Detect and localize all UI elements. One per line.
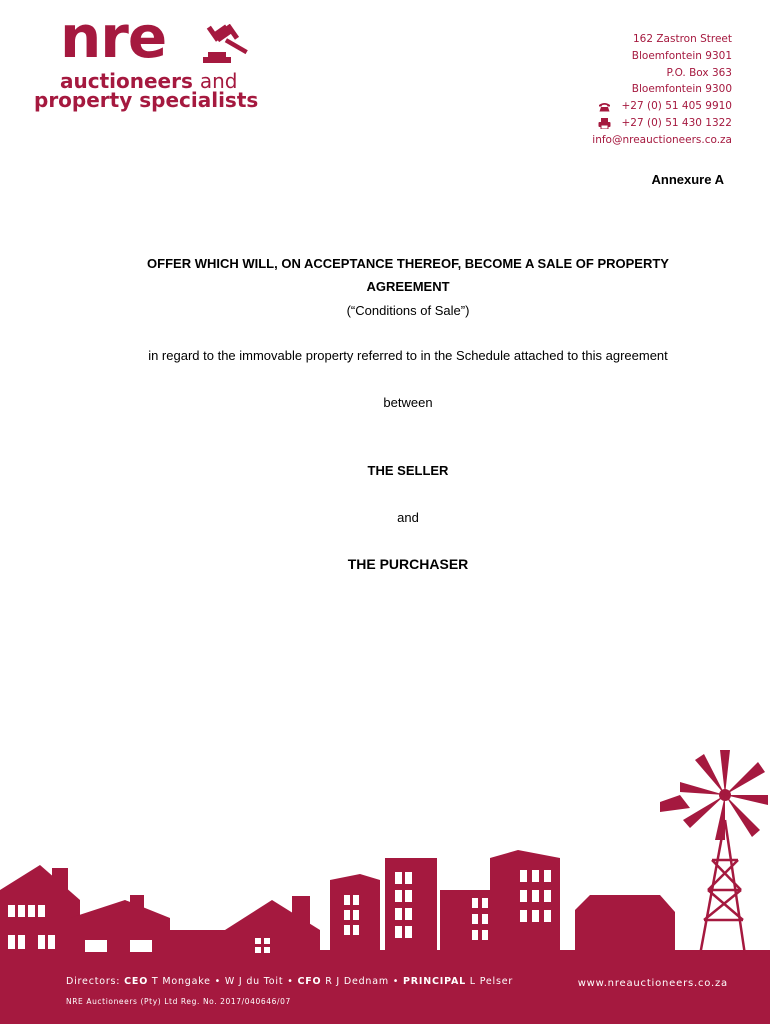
contact-po-city [592, 81, 732, 98]
cfo-label: CFO [297, 976, 322, 987]
party-purchaser: THE PURCHASER [347, 556, 469, 572]
contact-phone [592, 98, 732, 115]
po-box-text: P.O. Box 363 [666, 66, 732, 79]
email-link[interactable]: info@nreauctioneers.co.za [592, 133, 732, 146]
po-city-text: Bloemfontein 9300 [631, 83, 732, 96]
party-seller: THE SELLER [367, 463, 449, 478]
fax-text: +27 (0) 51 430 1322 [621, 116, 732, 129]
separator-bullet: • [392, 976, 400, 987]
principal-name: L Pelser [469, 976, 514, 987]
footer-directors [66, 976, 513, 987]
logo-auctioneers-text: auctioneers [60, 69, 193, 93]
principal-label: PRINCIPAL [403, 976, 466, 987]
phone-text: +27 (0) 51 405 9910 [621, 100, 732, 113]
windmill-icon [700, 820, 745, 955]
contact-fax [592, 115, 732, 132]
contact-email[interactable] [592, 132, 732, 149]
logo-and-text: and [199, 69, 238, 93]
logo-tagline-2: property specialists [34, 88, 259, 112]
street-text: 162 Zastron Street [632, 33, 732, 45]
document-subtitle: (“Conditions of Sale”) [346, 303, 470, 318]
director-name: W J du Toit [224, 976, 284, 987]
ceo-name: T Mongake [151, 976, 211, 987]
contact-block [592, 31, 732, 149]
document-title-line-1: OFFER WHICH WILL, ON ACCEPTANCE THEREOF, BECOME A SALE OF PROPERTY [147, 256, 669, 271]
logo-wordmark: nre [60, 3, 167, 71]
annexure-label: Annexure A [651, 172, 724, 187]
contact-po-box [592, 65, 732, 82]
gavel-icon [200, 24, 250, 66]
footer-registration: NRE Auctioneers (Pty) Ltd Reg. No. 2017/040646/07 [66, 997, 291, 1006]
document-and-text: and [397, 510, 419, 525]
document-between-text: between [383, 395, 433, 410]
footer-website-link[interactable]: www.nreauctioneers.co.za [577, 978, 728, 989]
contact-street [592, 31, 732, 48]
separator-bullet: • [287, 976, 294, 987]
document-regard-text: in regard to the immovable property referred to in the Schedule attached to this agreement [148, 348, 668, 363]
separator-bullet: • [214, 976, 222, 987]
document-title-line-2: AGREEMENT [366, 279, 450, 294]
phone-icon [598, 102, 611, 112]
company-logo [34, 3, 264, 114]
cfo-name: R J Dednam [325, 976, 389, 987]
directors-label: Directors: [66, 976, 121, 987]
fax-icon [598, 118, 611, 129]
city-text: Bloemfontein 9301 [631, 49, 732, 62]
contact-city [592, 48, 732, 65]
ceo-label: CEO [124, 976, 149, 987]
